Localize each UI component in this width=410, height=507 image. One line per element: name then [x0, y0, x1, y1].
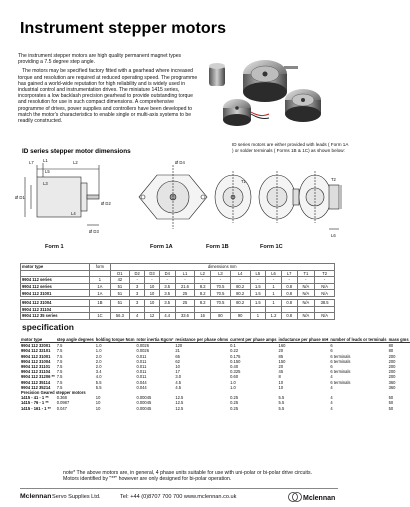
motor-medium [285, 89, 321, 122]
precision-geared-row: 1415 - 41 - 1 ** 0.368 10 0.00045 12.5 0.25 5.5 4 50 [21, 395, 394, 401]
form-1b-label: Form 1B [206, 244, 229, 250]
intro-paragraph-1: The instrument stepper motors are high quality permanent magnet types providing a 7.5 degree step angle. [18, 53, 182, 66]
label-l6: L6 [331, 233, 336, 238]
dim-header-form: form [90, 264, 110, 271]
label-d4: Ø D4 [175, 160, 185, 165]
mclennan-logo [288, 491, 338, 503]
dim-group-header: dimensions mm [110, 264, 335, 271]
spec-table-body [20, 343, 410, 411]
form-1-label: Form 1 [45, 244, 64, 250]
dim-table-row: 9904 112 31104 [21, 306, 335, 313]
label-d2: Ø D2 [101, 201, 111, 206]
footer-company: Servo Supplies Ltd. [52, 494, 101, 500]
footnote-line-2: Motors identified by "**" however are only designed for bi-polar operation. [63, 476, 232, 483]
dim-header-motor-type: motor type [21, 264, 90, 271]
spec-table-header-row: motor type step angle degrees holding torque Ncm rotor inertia Kgcm² resistance per phase ohms current per phase amps inductance per phase mH number of leads or terminals mass gms [21, 337, 409, 342]
footer [20, 488, 338, 503]
label-l2: L2 [73, 160, 78, 165]
footer-contact: Tel: +44 (0)8707 700 700 www.mclennan.co.uk [120, 494, 237, 500]
spec-table-row: 9904 112 31101 7.5 2.0 0.011 10 0.40 20 6 200 [21, 364, 396, 370]
precision-geared-header: Precision Geared stepper motors [21, 389, 86, 395]
spec-table-row: 9904 112 32001 7.5 1.0 0.0026 120 0.1 160 6 80 [21, 343, 394, 349]
spec-table-row: 9904 112 35214 7.5 5.5 0.044 4.5 1.0 10 4 360 [21, 384, 396, 390]
spec-table-row: 9904 112 35114 7.5 5.5 0.044 4.5 1.0 10 6 terminals 360 [21, 379, 396, 385]
dim-table-row: 9904 112 series 1 42 - - - - - - - - - - - - [21, 277, 335, 284]
specification-table [20, 337, 410, 411]
label-d3: Ø D3 [89, 229, 99, 234]
spec-table-row: 9904 112 31004 7.5 2.0 0.011 62 0.150 150 6 terminals 200 [21, 358, 396, 364]
side-view-drawing [25, 163, 99, 225]
dimension-drawings [15, 155, 350, 243]
dim-table-row: 9904 112 31001 1A 51 3 10 3.5 25 8.2 70.5 80.2 1.5 1 0.8 N/A N/A [21, 290, 335, 297]
label-l4: L4 [71, 211, 76, 216]
label-l7: L7 [29, 160, 34, 165]
footer-brand: Mclennan [20, 493, 52, 500]
label-d1: Ø D1 [15, 195, 25, 200]
precision-geared-row: 1415 - 161 - 1 ** 0.047 10 0.00045 12.5 0.25 5.5 4 50 [21, 405, 394, 411]
footnote [63, 470, 343, 482]
label-l1: L1 [43, 158, 48, 163]
form-1c-label: Form 1C [260, 244, 283, 250]
dimensions-table [20, 263, 335, 320]
stepper-motors-photo [205, 52, 333, 132]
form-1b-drawing [259, 171, 299, 223]
motor-tiny [209, 63, 225, 86]
specification-title: specification [22, 322, 74, 332]
dim-table-header-row: D1 D2 D3 D4 L1 L2 L3 L4 L5 L6 L7 T1 T2 [21, 270, 335, 277]
precision-geared-row: 1415 - 76 - 1 ** 0.0987 10 0.00045 12.5 0.25 5.5 4 50 [21, 400, 394, 406]
dim-table-row: 9904 112 35 series 1C 56.3 4 12 4.4 33.6 16 80 90 1 1.2 0.8 N/A N/A [21, 313, 335, 320]
intro-text [18, 53, 200, 127]
label-l3: L3 [43, 181, 48, 186]
dimensions-section-title: ID series stepper motor dimensions [22, 148, 131, 155]
motor-small [223, 99, 269, 126]
spec-table-row: 9904 112 31001 7.5 2.0 0.011 65 0.175 85 6 terminals 200 [21, 353, 396, 359]
footnote-line-1: note* The above motors are, in general, 4 phase units suitable for use with uni-polar or bi-polar drive circuits. [63, 470, 313, 476]
spec-table-row: 9904 112 31104 7.5 3.4 0.011 17 0.325 45 6 terminals 200 [21, 369, 396, 375]
page-title: Instrument stepper motors [20, 20, 227, 37]
spec-table-row: 9904 112 32101 7.5 1.0 0.0026 21 0.22 20 6 80 [21, 348, 394, 354]
spec-table-row: 9904 112 31206 ** 7.5 4.0 0.011 3.0 0.60 8 4 200 [21, 374, 396, 380]
dim-table-row: 9904 112 31004 1B 51 3 10 3.5 25 8.2 70.5 80.2 1.5 1 0.8 N/A 38.5 [21, 299, 335, 306]
dim-table-row: 9904 112 series 1A 51 3 10 3.5 21.6 8.2 70.5 80.2 1.5 1 0.8 N/A N/A [21, 283, 335, 290]
label-t2: T2 [331, 177, 336, 182]
logo-text: Mclennan [303, 495, 336, 502]
label-l5: L5 [45, 169, 50, 174]
form-1-drawing [139, 165, 207, 229]
dim-table-body [21, 277, 335, 320]
leads-terminals-note: ID series motors are either provided with leads ( Form 1A ) or solder terminals ( Forms 1B & 1C) as shown below: [232, 142, 349, 153]
intro-paragraph-2: The motors may be specified factory fitted with a gearhead where increased torque and resolution are required at reduced operating speed. The programme has gained a world-wide reputation for high reliability and is widely used in industrial control and instrumentation drives. The miniature 1415 series, incorporates a low backlash precision gearhead to provide outstanding torque and resolution for use in such compact dimensions. A comprehensive programme of drives, power supplies and controllers have been developed to match the motor's characteristics to enable single or multi-axis systems to be readily constructed. [18, 68, 198, 125]
form-1a-label: Form 1A [150, 244, 173, 250]
label-t1: T1 [241, 179, 246, 184]
